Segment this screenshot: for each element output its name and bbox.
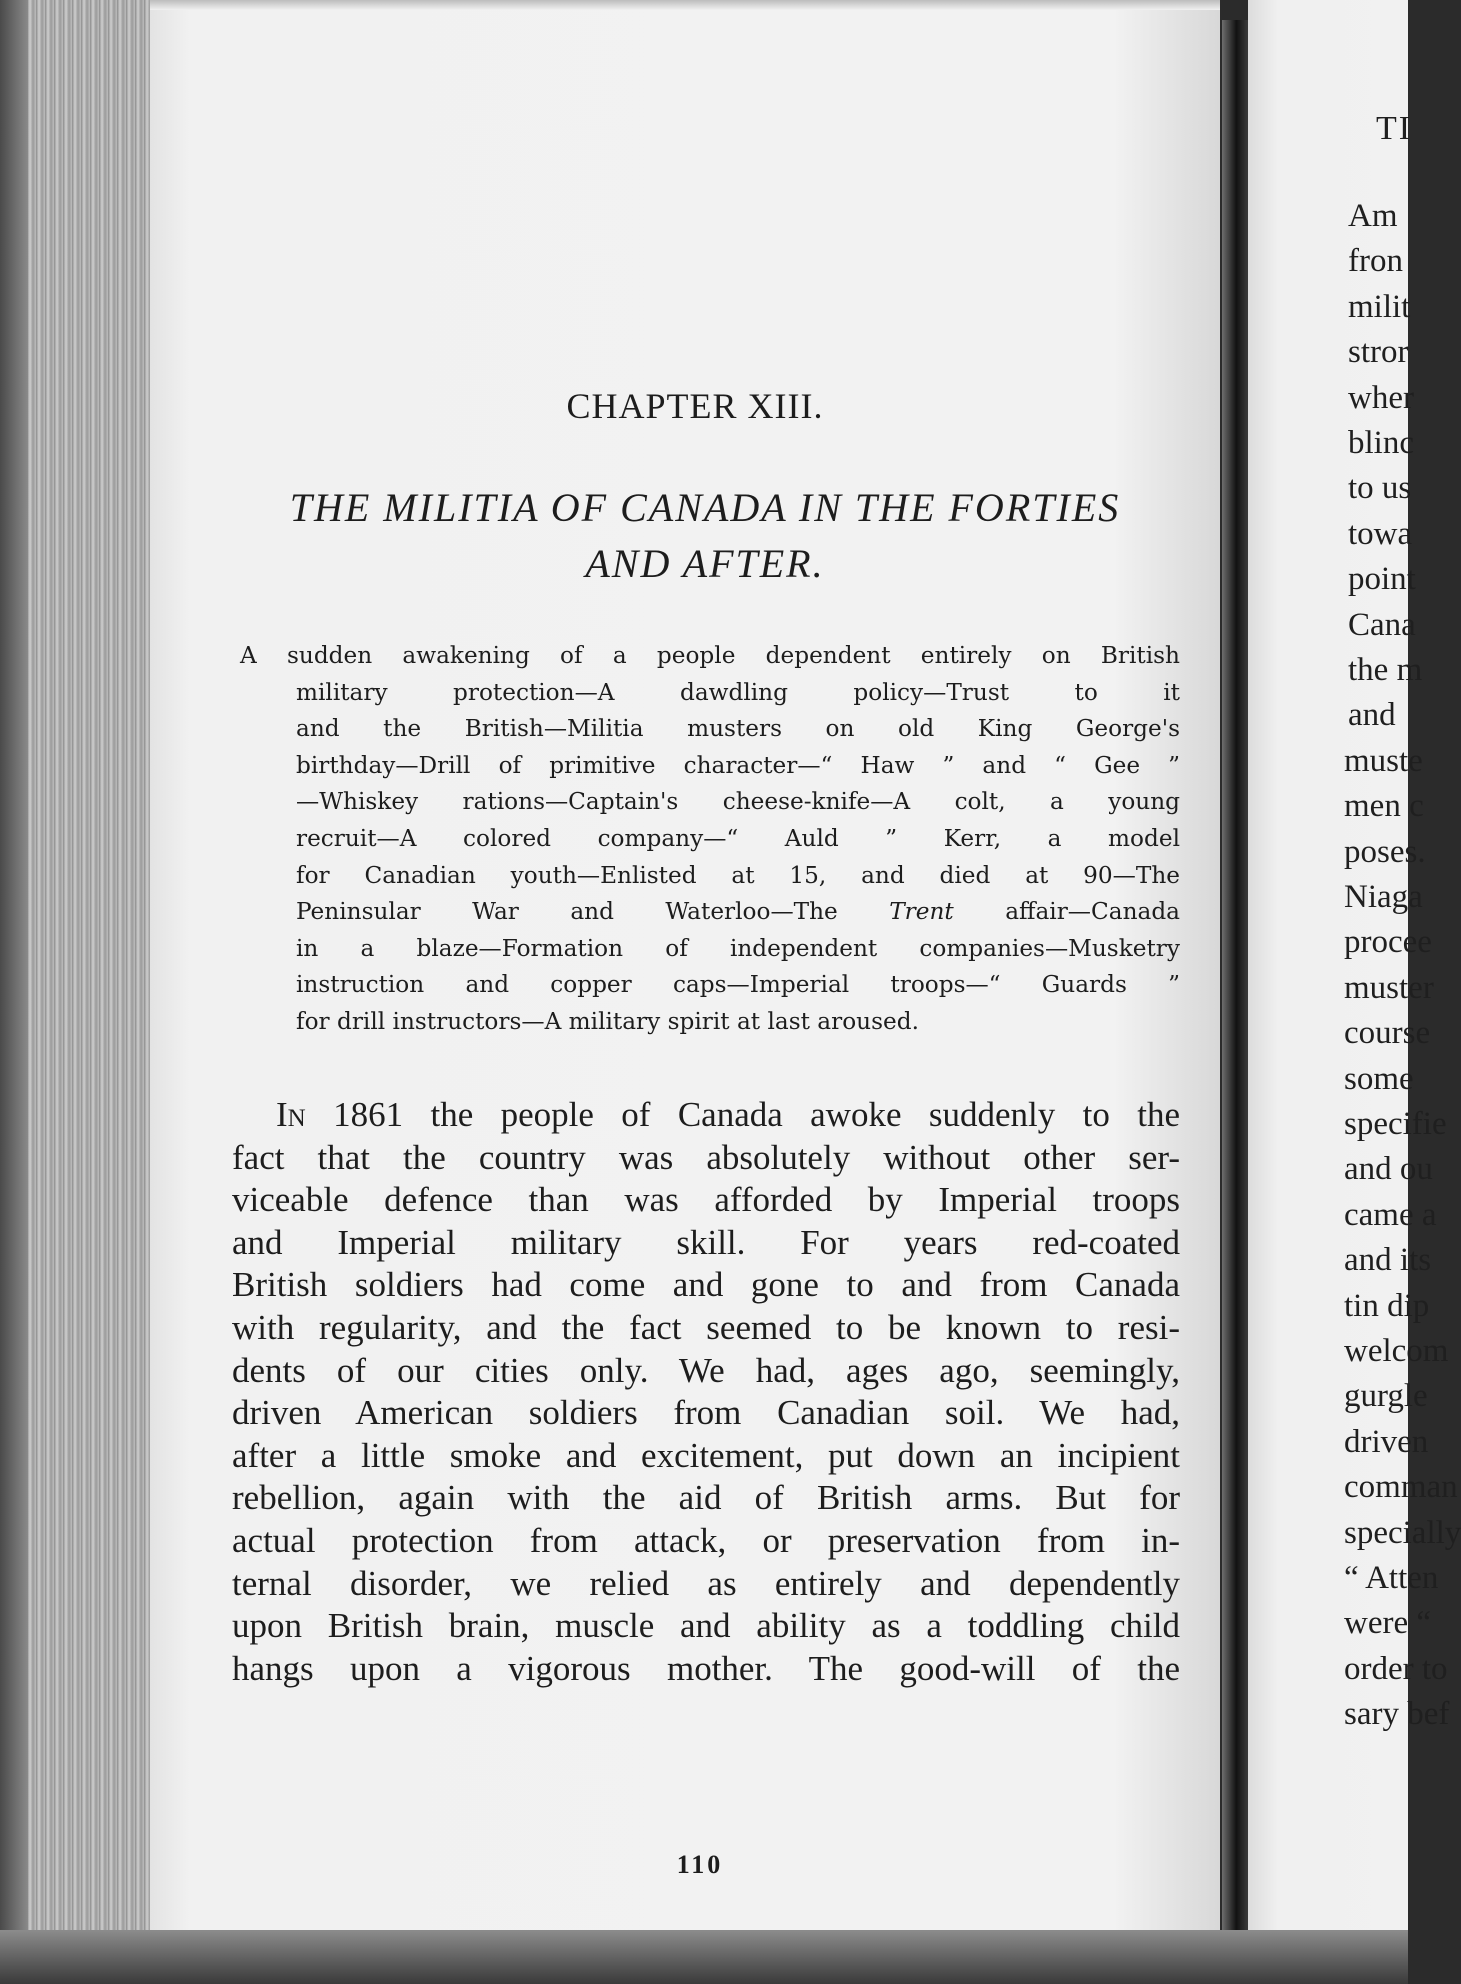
synopsis-line: military protection—A dawdling policy—Trust to it (296, 678, 1180, 706)
chapter-title-line-1: THE MILITIA OF CANADA IN THE FORTIES (289, 485, 1121, 530)
synopsis-line: for Canadian youth—Enlisted at 15, and died at 90—The (296, 861, 1180, 889)
right-page-line: some (1344, 1060, 1414, 1097)
right-page-line: fron (1348, 243, 1403, 280)
body-line: fact that the country was absolutely without other ser- (232, 1137, 1180, 1177)
right-page-line: the m (1348, 652, 1423, 688)
body-line: ternal disorder, we relied as entirely and dependently (232, 1563, 1180, 1603)
right-page-line: to us (1348, 470, 1412, 507)
body-line: upon British brain, muscle and ability as a toddling child (232, 1606, 1180, 1646)
right-page-line: procee (1344, 924, 1432, 961)
body-line: British soldiers had come and gone to and from Canada (232, 1265, 1180, 1305)
right-page-line: came a (1344, 1196, 1437, 1233)
page-number: 110 (676, 1850, 724, 1879)
synopsis-line (296, 894, 1180, 931)
right-page-line: sary bef (1344, 1696, 1450, 1733)
synopsis-line: —Whiskey rations—Captain's cheese-knife—A colt, a young (296, 788, 1180, 816)
right-page-line: were “ (1344, 1605, 1432, 1642)
body-line: dents of our cities only. We had, ages ago, seemingly, (232, 1350, 1180, 1390)
synopsis-line: for drill instructors—A military spirit at last aroused. (296, 1007, 919, 1035)
right-page-line: milit (1348, 288, 1411, 325)
right-page-line: order to (1344, 1650, 1448, 1687)
body-line: driven American soldiers from Canadian soil. We had, (232, 1393, 1180, 1433)
chapter-number: CHAPTER XIII. (566, 386, 824, 426)
chapter-synopsis (240, 638, 1180, 1041)
right-page-line: blinc (1348, 425, 1414, 461)
right-page-line: driven (1344, 1423, 1429, 1460)
synopsis-line: recruit—A colored company—“ Auld ” Kerr, a model (296, 824, 1180, 852)
right-page-line: Am (1348, 198, 1398, 234)
right-page-line: tin dip (1344, 1287, 1430, 1324)
right-page (1248, 0, 1461, 1984)
drop-cap: In (276, 1095, 306, 1134)
body-line: and Imperial military skill. For years red-coated (232, 1222, 1180, 1262)
synopsis-line: birthday—Drill of primitive character—“ Haw ” and “ Gee ” (296, 751, 1180, 779)
right-page-line: welcom (1344, 1333, 1449, 1369)
chapter-title-line-2: AND AFTER. (585, 541, 825, 586)
synopsis-line: and the British—Militia musters on old King George's (296, 715, 1180, 743)
right-page-line: comman (1344, 1469, 1458, 1506)
right-page-heading: TI (1376, 110, 1413, 147)
synopsis-text: affair—Canada (953, 898, 1180, 926)
right-page-line: towa (1348, 515, 1413, 552)
right-page-line: wher (1348, 379, 1414, 416)
synopsis-line: A sudden awakening of a people dependent entirely on British (240, 642, 1180, 669)
right-page-line: point (1348, 561, 1416, 598)
right-page-line: men c (1344, 788, 1424, 825)
chapter-title (215, 480, 1195, 592)
synopsis-line: in a blaze—Formation of independent companies—Musketry (296, 934, 1180, 962)
synopsis-text: Peninsular War and Waterloo—The (296, 898, 890, 926)
body-line: actual protection from attack, or preservation from in- (232, 1520, 1180, 1560)
synopsis-line: instruction and copper caps—Imperial troops—“ Guards ” (296, 971, 1180, 999)
right-page-line: gurgle (1344, 1378, 1428, 1415)
right-page-line: poses. (1344, 833, 1426, 870)
body-line (276, 1094, 1180, 1137)
body-text (232, 1094, 1180, 1690)
right-page-line: and its (1344, 1242, 1432, 1279)
body-line: after a little smoke and excitement, put down an incipient (232, 1435, 1180, 1475)
right-page-line: and ou (1344, 1151, 1433, 1188)
right-page-line: specially (1344, 1514, 1461, 1551)
right-page-line: course (1344, 1015, 1431, 1052)
right-page-line: specifie (1344, 1106, 1447, 1142)
body-line: hangs upon a vigorous mother. The good-will of the (232, 1648, 1180, 1688)
body-line: rebellion, again with the aid of British arms. But for (232, 1478, 1180, 1518)
right-page-line: muste (1344, 742, 1423, 779)
right-page-line: Niaga (1344, 879, 1423, 915)
body-text-run: 1861 the people of Canada awoke suddenly to the (305, 1095, 1180, 1134)
right-page-line: muster (1344, 969, 1434, 1006)
right-page-line: and (1348, 697, 1396, 734)
body-line: with regularity, and the fact seemed to be known to resi- (232, 1307, 1180, 1347)
right-page-line: “ Atten (1344, 1560, 1439, 1596)
right-page-line: stror (1348, 334, 1409, 371)
trent-italic: Trent (889, 898, 954, 926)
right-page-line: Cana (1348, 606, 1416, 643)
body-line: viceable defence than was afforded by Imperial troops (232, 1180, 1180, 1220)
